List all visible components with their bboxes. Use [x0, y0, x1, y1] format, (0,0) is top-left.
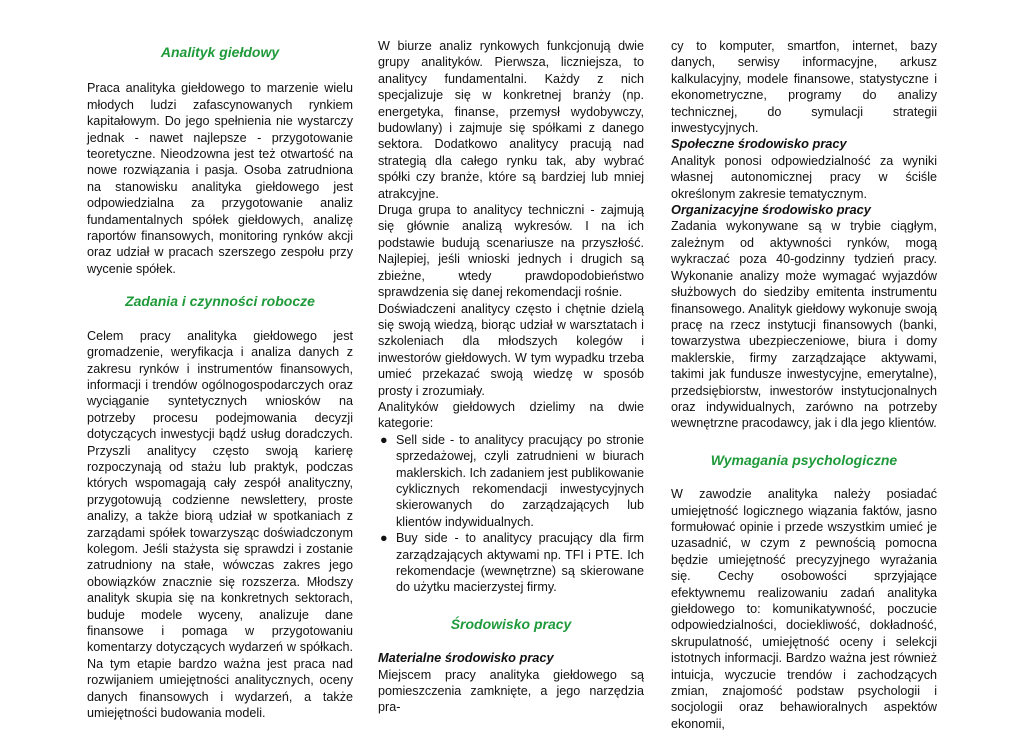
list-item-sell-side [378, 432, 644, 530]
heading-zadania: Zadania i czynności robocze [125, 293, 315, 310]
paragraph-wymagania: W zawodzie analityka należy posiadać umiejętność logicznego wiązania faktów, jasno formułować opinie i przede wszystkim umieć je uzasadnić, w czym z pewnością pomocna będzie umiejętność precyzyjnego wyrażania się. Cechy osobowości sprzyjające efektywnemu realizowaniu zadań analityka giełdowego to: komunikatywność, poczucie odpowiedzialności, dociekliwość, dokładność, skrupulatność, umiejętność oceny i selekcji istotnych informacji. Bardzo ważna jest również intuicja, wyczucie trendów i zachodzących zmian, znajomość podstaw psychologii i socjologii oraz behawioralnych aspektów ekonomii, [671, 487, 937, 731]
paragraph-zadania: Celem pracy analityka giełdowego jest gromadzenie, weryfikacja i analiza danych z zakresu rynków i instrumentów finansowych, informacji i trendów ogólnogospodarczych oraz wyciąganie syntetycznych wniosków na potrzeby procesu podejmowania decyzji dotyczących inwestycji bądź usług doradczych. Przyszli analitycy często swoją karierę rozpoczynają od stażu lub praktyk, podczas których wspomagają cały zespół analityczny, przygotowują codzienne newslettery, proste analizy, a także biorą udział w spotkaniach z zarządami spółek towarzysząc doświadczonym kolegom. Jeśli stażysta się sprawdzi i zostanie zatrudniony na stałe, wówczas zakres jego obowiązków znacznie się rozszerza. Młodszy analityk skupia się na konkretnych sektorach, buduje modele wyceny, analizuje dane finansowe i pomaga w przygotowaniu komentarzy dotyczących wydarzeń w spółkach. Na tym etapie bardzo ważna jest praca nad rozwijaniem umiejętności analitycznych, oceny danych finansowych i wydarzeń, a także umiejętności budowania modeli. [87, 328, 353, 721]
heading-srodowisko-pracy: Środowisko pracy [450, 615, 572, 632]
paragraph-materialne: Miejscem pracy analityka giełdowego są pomieszczenia zamknięte, a jego narzędzia pra- [378, 667, 644, 715]
subheading-organizacyjne: Organizacyjne środowisko pracy [671, 202, 871, 218]
heading-analityk-gieldowy: Analityk giełdowy [160, 44, 280, 60]
paragraph-analitycy-techniczni: Druga grupa to analitycy techniczni - zajmują się głównie analizą wykresów. I na ich podstawie budują scenariusze na przyszłość. Najlepiej, jeśli wnioski jednych i drugich są zbieżne, wtedy prawdopodobieństwo sprawdzenia się danej rekomendacji rośnie. [378, 203, 644, 300]
column-left [87, 38, 353, 721]
bullet-icon: ● [380, 432, 388, 447]
column-middle [378, 38, 644, 716]
list-item-text: Buy side - to analitycy pracujący dla firm zarządzających aktywami np. TFI i PTE. Ich rekomendacje (wewnętrzne) są skierowane do użytku macierzystej firmy. [396, 531, 644, 595]
list-item-buy-side [378, 530, 644, 596]
paragraph-kategorie: Analityków giełdowych dzielimy na dwie kategorie: [378, 399, 644, 431]
paragraph-doswiadczeni: Doświadczeni analitycy często i chętnie dzielą się swoją wiedzą, biorąc udział w warsztatach i szkoleniach dla młodszych kolegów i inwestorów giełdowych. W tym wypadku trzeba umieć przekazać swoją wiedzę w sposób prosty i zrozumiały. [378, 301, 644, 398]
column-right [671, 38, 937, 732]
paragraph-intro: Praca analityka giełdowego to marzenie wielu młodych ludzi zafascynowanych rynkiem kapitałowym. Do jego spełnienia nie wystarczy jednak - nawet najlepsze - przygotowanie teoretyczne. Nieodzowna jest też otwartość na nowe rozwiązania i pasja. Osoba zatrudniona na stanowisku analityka giełdowego jest odpowiedzialna za przygotowanie analiz fundamentalnych spółek giełdowych, analizę raportów finansowych, monitoring rynków akcji oraz udział w pracach szerszego zespołu przy wycenie spółek. [87, 81, 353, 276]
paragraph-narzedzia: cy to komputer, smartfon, internet, bazy danych, serwisy informacyjne, arkusz kalkulacyjny, modele finansowe, statystyczne i ekonometryczne, programy do analizy technicznej, do symulacji strategii inwestycyjnych. [671, 39, 937, 136]
bullet-icon: ● [380, 531, 388, 546]
paragraph-organizacyjne: Zadania wykonywane są w trybie ciągłym, zależnym od aktywności rynków, mogą wykraczać poza 40-godzinny tydzień pracy. Wykonanie analizy może wymagać wyjazdów służbowych do siedziby emitenta instrumentu finansowego. Analityk giełdowy wykonuje swoją pracę na rzecz instytucji finansowych (banki, towarzystwa ubezpieczeniowe, biura i domy maklerskie, firmy zarządzające aktywami, takimi jak fundusze inwestycyjne, emerytalne), przedsiębiorstw, inwestorów instytucjonalnych oraz indywidualnych, zarówno na potrzeby wewnętrzne pracodawcy, jak i dla jego klientów. [671, 219, 937, 431]
list-item-text: Sell side - to analitycy pracujący po stronie sprzedażowej, czyli zatrudnieni w biurach maklerskich. Ich zadaniem jest publikowanie cyklicznych rekomendacji inwestycyjnych skierowanych do zarządzających lub klientów indywidualnych. [396, 432, 644, 529]
heading-wymagania: Wymagania psychologiczne [710, 451, 898, 468]
category-list [378, 432, 644, 596]
subheading-materialne: Materialne środowisko pracy [378, 650, 554, 666]
subheading-spoleczne: Społeczne środowisko pracy [671, 136, 847, 152]
paragraph-grupy-analitykow: W biurze analiz rynkowych funkcjonują dwie grupy analityków. Pierwsza, liczniejsza, to analitycy fundamentalni. Każdy z nich specjalizuje się w konkretnej branży (np. energetyka, finanse, przemysł wydobywczy, budowlany) i zajmuje się spółkami z danego sektora. Dodatkowo analitycy pracują nad strategią dla całego rynku tak, aby wybrać spółki czy branże, które są bardziej lub mniej atrakcyjne. [378, 39, 644, 201]
paragraph-spoleczne: Analityk ponosi odpowiedzialność za wyniki własnej autonomicznej pracy w ściśle określonym zakresie tematycznym. [671, 153, 937, 201]
